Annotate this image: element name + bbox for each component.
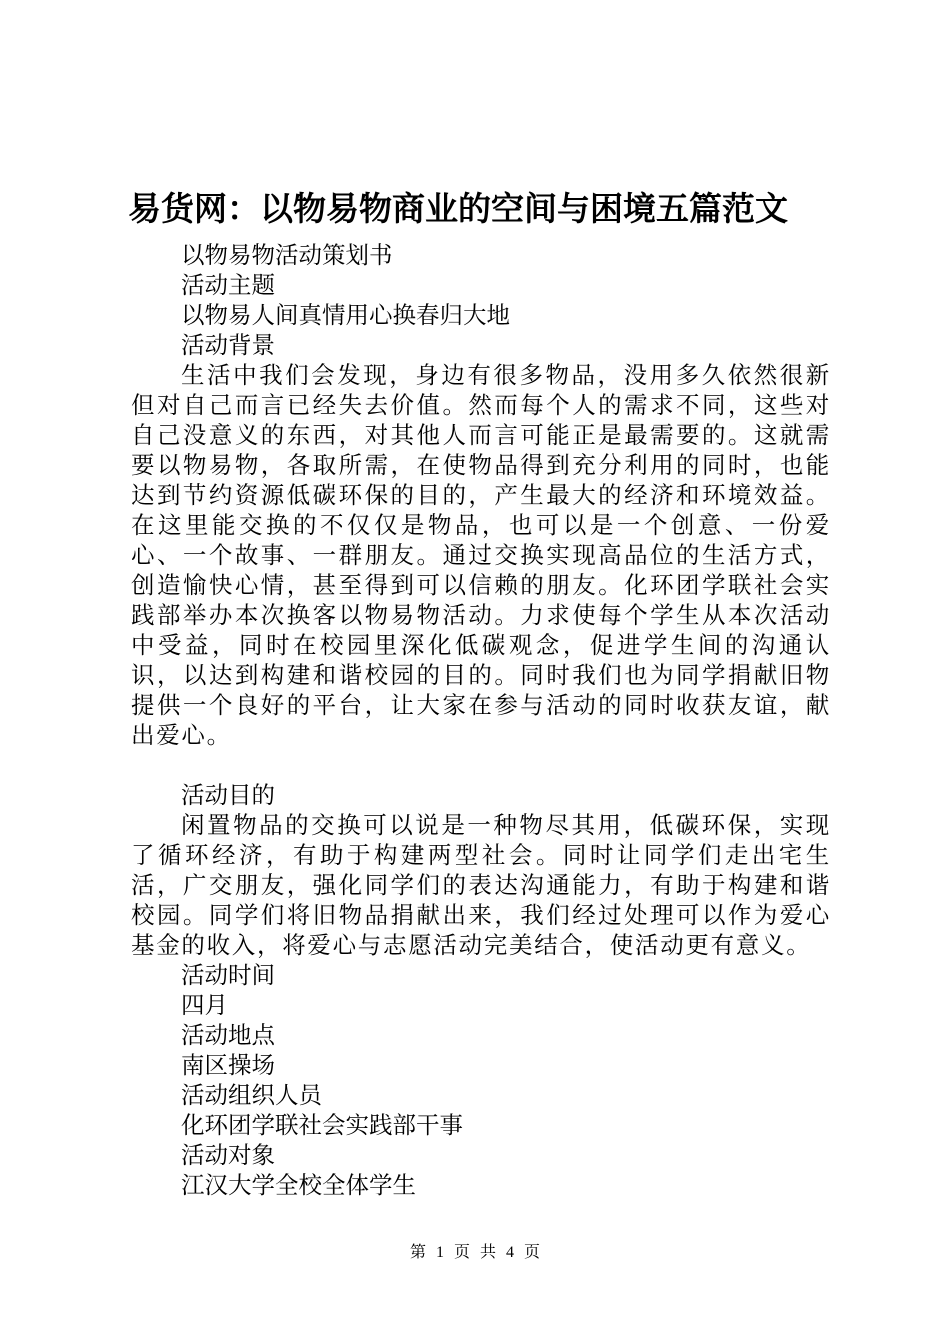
theme-heading: 活动主题 [181, 271, 275, 299]
purpose-heading: 活动目的 [181, 781, 275, 809]
background-paragraph: 生活中我们会发现，身边有很多物品，没用多久依然很新但对自己而言已经失去价值。然而每个人的需求不同，这些对自己没意义的东西，对其他人而言可能正是最需要的。这就需要以物易物，各取所需，在使物品得到充分利用的同时，也能达到节约资源低碳环保的目的，产生最大的经济和环境效益。在这里能交换的不仅仅是物品，也可以是一个创意、一份爱心、一个故事、一群朋友。通过交换实现高品位的生活方式，创造愉快心情，甚至得到可以信赖的朋友。化环团学联社会实践部举办本次换客以物易物活动。力求使每个学生从本次活动中受益，同时在校园里深化低碳观念，促进学生间的沟通认识，以达到构建和谐校园的目的。同时我们也为同学捐献旧物提供一个良好的平台，让大家在参与活动的同时收获友谊，献出爱心。 [131, 361, 831, 749]
theme-text: 以物易人间真情用心换春归大地 [181, 301, 510, 329]
plan-title-line: 以物易物活动策划书 [181, 241, 393, 269]
audience-heading: 活动对象 [181, 1141, 275, 1169]
background-heading: 活动背景 [181, 331, 275, 359]
paragraph-spacer [131, 750, 831, 780]
document-body [131, 240, 831, 1200]
location-heading: 活动地点 [181, 1021, 275, 1049]
time-value: 四月 [181, 991, 228, 1019]
organizer-value: 化环团学联社会实践部干事 [181, 1111, 463, 1139]
page-number-footer: 第 1 页 共 4 页 [409, 1244, 540, 1261]
audience-value: 江汉大学全校全体学生 [181, 1171, 416, 1199]
organizer-heading: 活动组织人员 [181, 1081, 322, 1109]
document-title: 易货网：以物易物商业的空间与困境五篇范文 [128, 189, 788, 228]
time-heading: 活动时间 [181, 961, 275, 989]
location-value: 南区操场 [181, 1051, 275, 1079]
purpose-paragraph: 闲置物品的交换可以说是一种物尽其用，低碳环保，实现了循环经济，有助于构建两型社会。同时让同学们走出宅生活，广交朋友，强化同学们的表达沟通能力，有助于构建和谐校园。同学们将旧物品捐献出来，我们经过处理可以作为爱心基金的收入，将爱心与志愿活动完美结合，使活动更有意义。 [131, 811, 831, 959]
